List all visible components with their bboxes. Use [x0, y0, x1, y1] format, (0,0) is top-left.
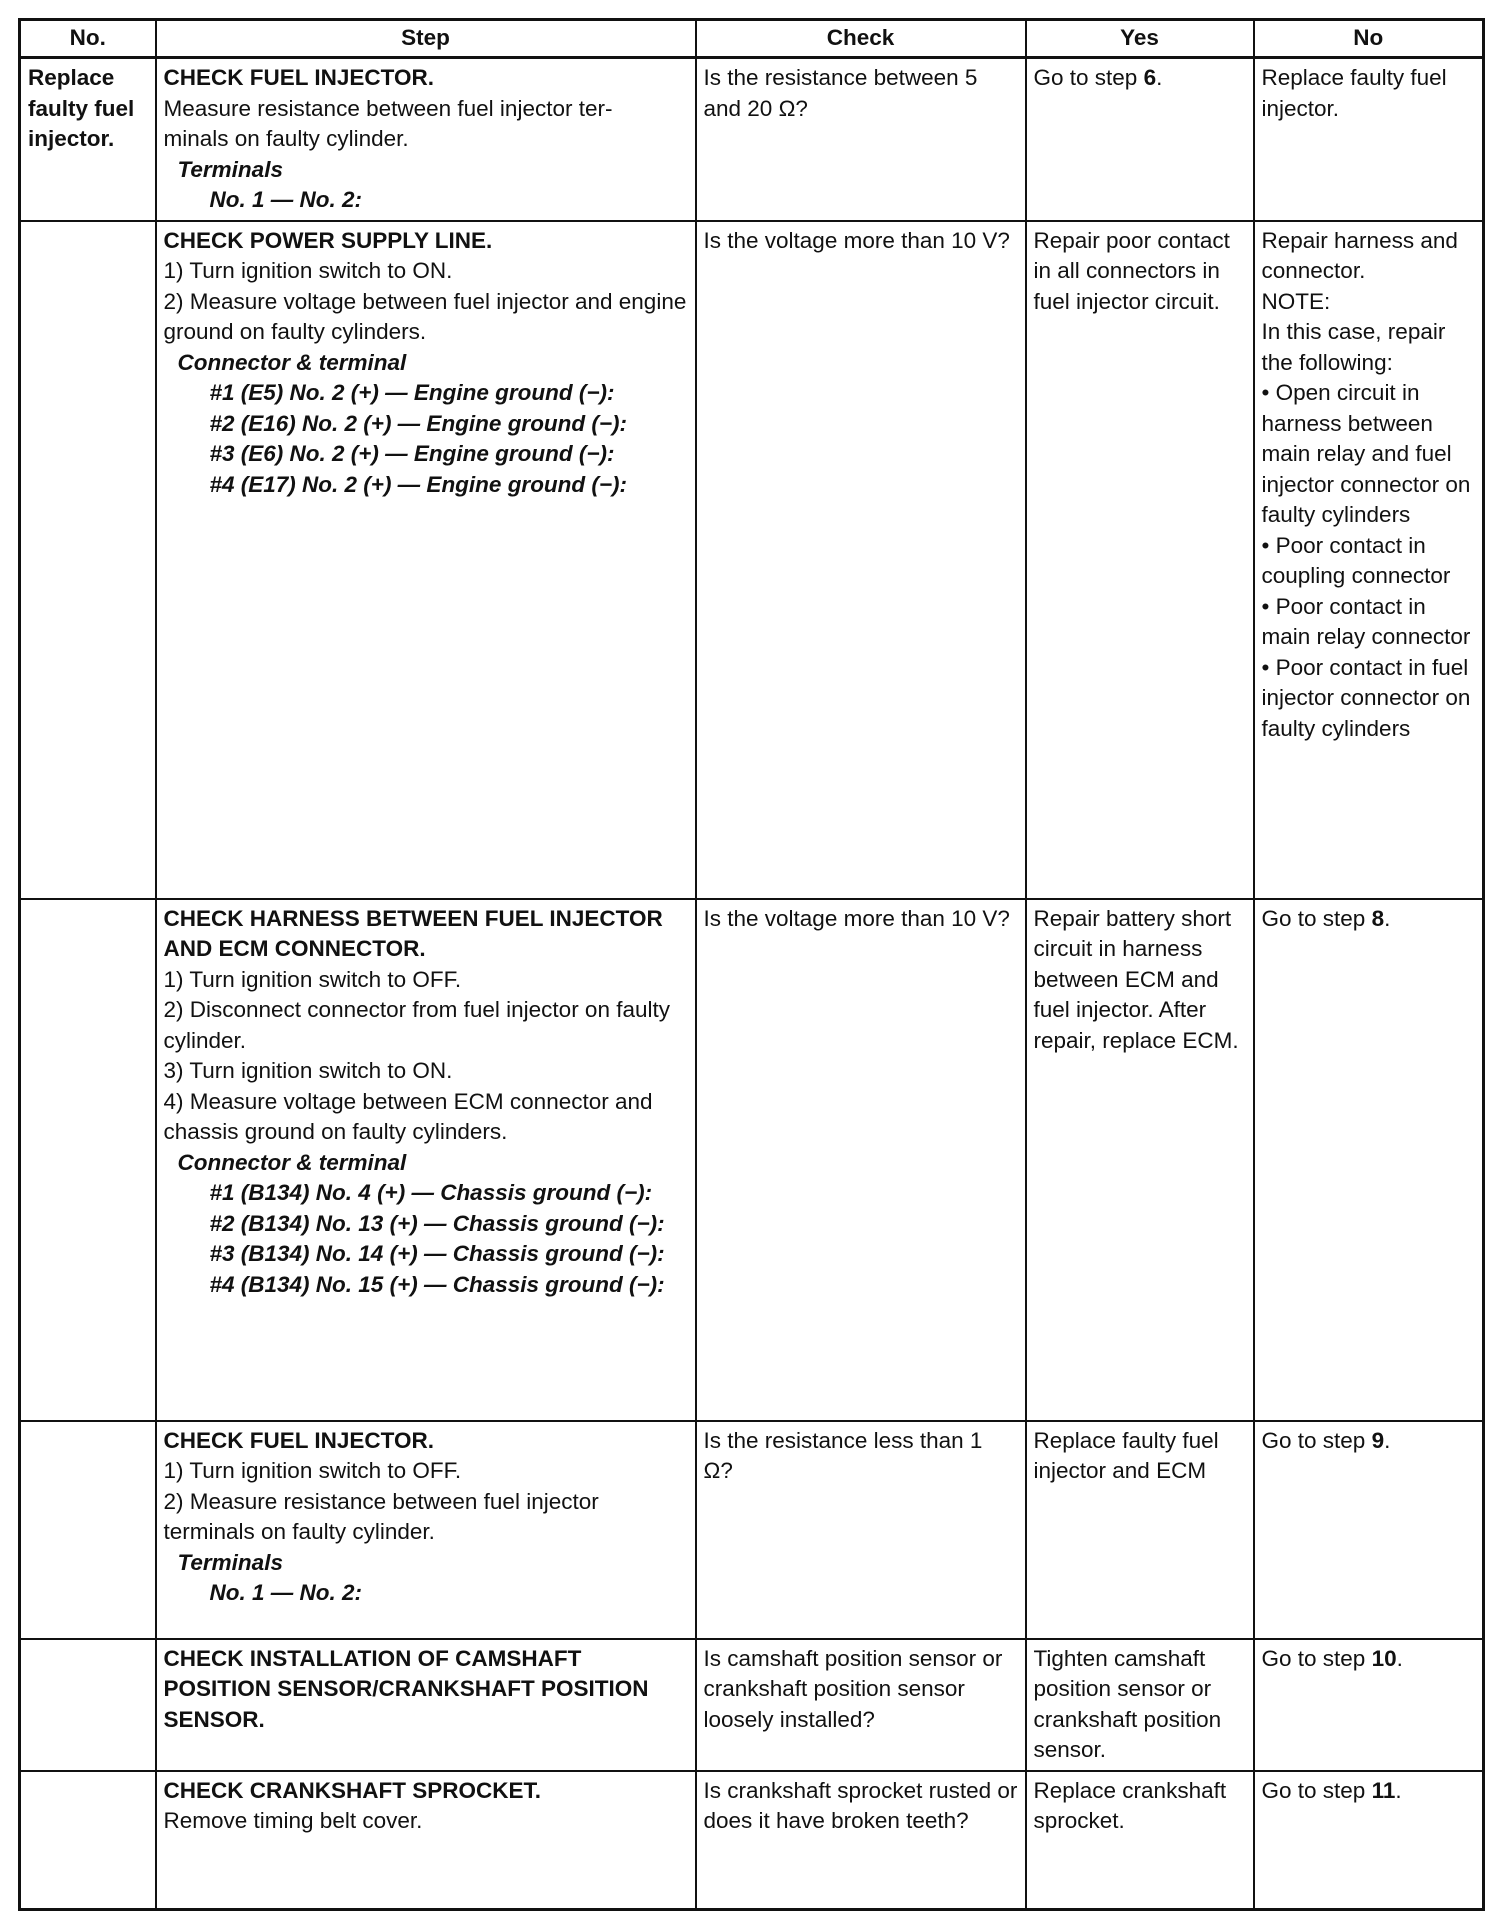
step-number: Replace faulty fuel injector.	[20, 58, 156, 221]
note-bullet: • Open circuit in harness between main relay and fuel injector connector on faulty cylinders	[1262, 378, 1476, 531]
table-row-step-6	[20, 221, 1484, 899]
step-number	[20, 1639, 156, 1771]
terminal-spec: No. 1 — No. 2:	[209, 1580, 363, 1605]
step-reference: 9	[1371, 1427, 1385, 1453]
no-text: Go to step	[1261, 1645, 1372, 1671]
terminal-spec: #3 (B134) No. 14 (+) — Chassis ground (−):	[209, 1241, 665, 1266]
step-title: CHECK POWER SUPPLY LINE.	[163, 227, 493, 253]
step-cell	[156, 58, 696, 221]
step-cell	[156, 899, 696, 1421]
yes-cell: Tighten camshaft position sensor or crankshaft position sensor.	[1026, 1639, 1254, 1771]
no-text-end: .	[1384, 1427, 1391, 1453]
no-cell	[1254, 1421, 1484, 1639]
step-text: Measure resistance between fuel injector ter-	[163, 95, 613, 121]
yes-cell: Replace crankshaft sprocket.	[1026, 1771, 1254, 1910]
step-number	[20, 221, 156, 899]
step-text: 1) Turn ignition switch to OFF.	[163, 1458, 462, 1483]
no-text-end: .	[1384, 905, 1391, 931]
terminal-spec: #1 (B134) No. 4 (+) — Chassis ground (−):	[209, 1180, 653, 1205]
header-step: Step	[156, 20, 696, 58]
check-cell: Is camshaft position sensor or crankshaft position sensor loosely installed?	[696, 1639, 1026, 1771]
step-reference: 11	[1371, 1777, 1396, 1803]
step-title: CHECK CRANKSHAFT SPROCKET.	[163, 1777, 542, 1803]
terminals-label: Terminals	[177, 1549, 283, 1575]
note-bullet: • Poor contact in coupling connector	[1262, 531, 1476, 592]
no-text-end: .	[1395, 1777, 1402, 1803]
step-text: 2) Disconnect connector from fuel injector on faulty cylinder.	[163, 997, 670, 1053]
terminal-spec: No. 1 — No. 2:	[209, 187, 363, 212]
step-reference: 8	[1371, 905, 1385, 931]
no-cell	[1254, 1771, 1484, 1910]
step-text: Remove timing belt cover.	[163, 1808, 423, 1833]
yes-cell	[1026, 58, 1254, 221]
step-cell	[156, 221, 696, 899]
table-header-row	[20, 20, 1484, 58]
terminal-spec: #2 (E16) No. 2 (+) — Engine ground (−):	[209, 410, 628, 436]
step-text: 2) Measure resistance between fuel injector terminals on faulty cylinder.	[163, 1488, 599, 1544]
header-no-result: No	[1254, 20, 1484, 58]
note-bullet: • Poor contact in main relay connector	[1262, 592, 1476, 653]
no-text-end: .	[1396, 1645, 1403, 1671]
note-intro: In this case, repair the following:	[1261, 319, 1446, 375]
table-row-step-8	[20, 1421, 1484, 1639]
step-cell	[156, 1639, 696, 1771]
no-cell: Replace faulty fuel injector.	[1254, 58, 1484, 221]
terminals-label: Terminals	[177, 156, 283, 182]
yes-cell: Replace faulty fuel injector and ECM	[1026, 1421, 1254, 1639]
step-title: CHECK INSTALLATION OF CAMSHAFT POSITION SENSOR/CRANKSHAFT POSITION SENSOR.	[163, 1645, 649, 1732]
diagnostic-procedure-table	[18, 18, 1485, 1911]
no-text: Go to step	[1261, 1427, 1372, 1453]
check-cell: Is the voltage more than 10 V?	[696, 899, 1026, 1421]
header-no: No.	[20, 20, 156, 58]
no-text: Repair harness and connector.	[1261, 227, 1458, 283]
step-reference: 6	[1143, 65, 1157, 90]
step-title: CHECK FUEL INJECTOR.	[163, 65, 434, 90]
step-reference: 10	[1371, 1645, 1397, 1671]
terminal-spec: #3 (E6) No. 2 (+) — Engine ground (−):	[209, 441, 615, 466]
step-text: 2) Measure voltage between fuel injector and engine ground on faulty cylinders.	[163, 288, 687, 344]
check-cell: Is crankshaft sprocket rusted or does it have broken teeth?	[696, 1771, 1026, 1910]
note-bullet: • Poor contact in fuel injector connector on faulty cylinders	[1262, 653, 1476, 745]
check-cell: Is the resistance less than 1 Ω?	[696, 1421, 1026, 1639]
table-row-step-9	[20, 1639, 1484, 1771]
terminal-spec: #2 (B134) No. 13 (+) — Chassis ground (−):	[209, 1210, 665, 1236]
yes-cell: Repair poor contact in all connectors in fuel injector circuit.	[1026, 221, 1254, 899]
table-row-step-5	[20, 58, 1484, 221]
connector-terminal-label: Connector & terminal	[177, 349, 407, 375]
header-yes: Yes	[1026, 20, 1254, 58]
step-text: 3) Turn ignition switch to ON.	[163, 1058, 453, 1083]
terminal-spec: #1 (E5) No. 2 (+) — Engine ground (−):	[209, 380, 615, 405]
terminal-spec: #4 (E17) No. 2 (+) — Engine ground (−):	[209, 471, 628, 497]
table-row-step-7	[20, 899, 1484, 1421]
connector-terminal-label: Connector & terminal	[177, 1149, 407, 1175]
no-cell	[1254, 1639, 1484, 1771]
no-text: Go to step	[1261, 1777, 1372, 1803]
step-text: 1) Turn ignition switch to OFF.	[163, 966, 462, 992]
terminal-spec: #4 (B134) No. 15 (+) — Chassis ground (−):	[209, 1271, 665, 1297]
yes-cell: Repair battery short circuit in harness between ECM and fuel injector. After repair, replace ECM.	[1026, 899, 1254, 1421]
note-label: NOTE:	[1261, 288, 1331, 314]
step-title: CHECK HARNESS BETWEEN FUEL INJECTOR AND ECM CONNECTOR.	[163, 905, 663, 961]
yes-text-end: .	[1156, 65, 1163, 90]
check-cell: Is the resistance between 5 and 20 Ω?	[696, 58, 1026, 221]
header-check: Check	[696, 20, 1026, 58]
step-title: CHECK FUEL INJECTOR.	[163, 1427, 434, 1453]
step-cell	[156, 1421, 696, 1639]
step-number	[20, 899, 156, 1421]
no-text: Go to step	[1261, 905, 1372, 931]
check-cell: Is the voltage more than 10 V?	[696, 221, 1026, 899]
step-cell	[156, 1771, 696, 1910]
step-text: minals on faulty cylinder.	[163, 126, 409, 151]
yes-text: Go to step	[1033, 65, 1144, 90]
table-row-step-10	[20, 1771, 1484, 1910]
step-text: 4) Measure voltage between ECM connector and chassis ground on faulty cylinders.	[163, 1088, 653, 1144]
no-cell	[1254, 899, 1484, 1421]
step-number	[20, 1771, 156, 1910]
no-cell	[1254, 221, 1484, 899]
step-text: 1) Turn ignition switch to ON.	[163, 258, 453, 283]
step-number	[20, 1421, 156, 1639]
